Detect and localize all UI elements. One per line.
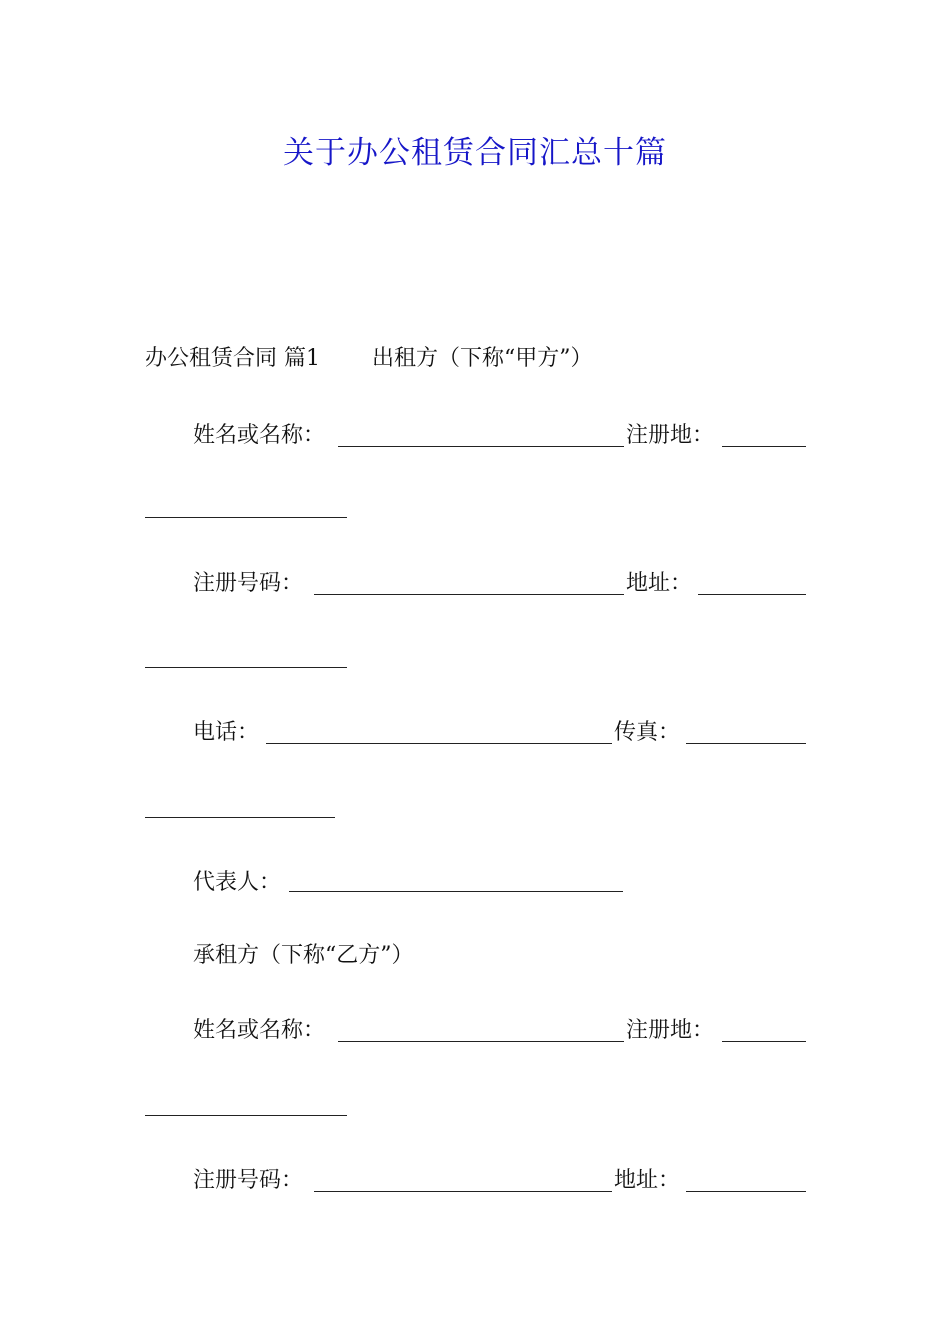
party-a-address-field[interactable] (698, 594, 806, 595)
party-a-name-label: 姓名或名称： (193, 423, 326, 448)
party-a-fax-field-cont[interactable] (145, 817, 335, 818)
party-b-reg-place-field-cont[interactable] (145, 1115, 347, 1116)
party-a-address-label: 地址： (626, 571, 693, 596)
party-a-phone-label: 电话： (193, 720, 260, 745)
section-heading: 办公租赁合同 篇1 (145, 346, 320, 371)
document-title: 关于办公租赁合同汇总十篇 (283, 135, 667, 171)
party-b-reg-no-field[interactable] (314, 1191, 612, 1192)
party-b-heading: 承租方（下称“乙方”） (193, 943, 414, 968)
party-a-rep-field[interactable] (289, 891, 623, 892)
party-a-name-field[interactable] (338, 446, 624, 447)
party-a-reg-no-label: 注册号码： (193, 571, 304, 596)
party-b-name-label: 姓名或名称： (193, 1018, 326, 1043)
party-a-phone-field[interactable] (266, 743, 612, 744)
party-a-rep-label: 代表人： (193, 870, 282, 895)
party-a-fax-label: 传真： (614, 720, 681, 745)
party-b-reg-place-field[interactable] (722, 1041, 806, 1042)
party-b-address-field[interactable] (686, 1191, 806, 1192)
party-b-name-field[interactable] (338, 1041, 624, 1042)
intro-line (145, 344, 593, 374)
party-a-reg-no-field[interactable] (314, 594, 624, 595)
party-a-reg-place-field[interactable] (722, 446, 806, 447)
party-a-fax-field[interactable] (686, 743, 806, 744)
party-a-address-field-cont[interactable] (145, 667, 347, 668)
party-a-heading: 出租方（下称“甲方”） (372, 346, 593, 371)
party-b-reg-place-label: 注册地： (626, 1018, 715, 1043)
party-a-reg-place-field-cont[interactable] (145, 517, 347, 518)
party-b-address-label: 地址： (614, 1168, 681, 1193)
party-a-reg-place-label: 注册地： (626, 423, 715, 448)
party-b-reg-no-label: 注册号码： (193, 1168, 304, 1193)
